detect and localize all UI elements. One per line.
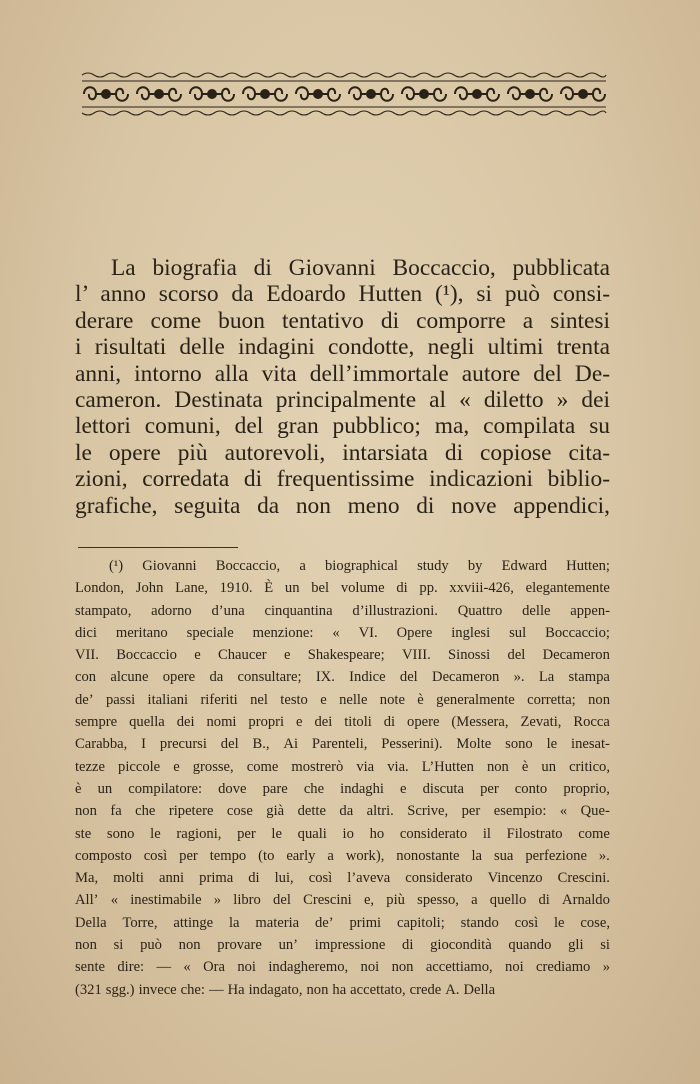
footnote-line: All’ « inestimabile » libro del Crescini e, più spesso, a quello di Arnaldo xyxy=(75,892,610,909)
main-line-10: grafiche, seguita da non meno di nove appendici, xyxy=(75,492,610,519)
main-line-8: le opere più autorevoli, intarsiata di copiose cita- xyxy=(75,439,610,466)
main-paragraph xyxy=(75,255,610,519)
header-ornament xyxy=(80,70,608,118)
ornament-dot xyxy=(102,90,110,98)
ornament-dot xyxy=(155,90,163,98)
ornament-dot xyxy=(261,90,269,98)
ornament-dot xyxy=(208,90,216,98)
main-line-7: lettori comuni, del gran pubblico; ma, compilata su xyxy=(75,413,610,440)
main-line-6: cameron. Destinata principalmente al « diletto » dei xyxy=(75,387,610,414)
ornament-dot xyxy=(526,90,534,98)
ornament-dot xyxy=(367,90,375,98)
footnote-line: stampato, adorno d’una cinquantina d’illustrazioni. Quattro delle appen- xyxy=(75,602,610,619)
main-line-4: i risultati delle indagini condotte, negli ultimi trenta xyxy=(75,334,610,361)
main-line-9: zioni, corredata di frequentissime indicazioni biblio- xyxy=(75,466,610,493)
main-line-1: La biografia di Giovanni Boccaccio, pubblicata xyxy=(111,255,610,281)
ornament-dot xyxy=(420,90,428,98)
ornament-dot xyxy=(473,90,481,98)
footnote-line: con alcune opere da consultare; IX. Indice del Decameron ». La stampa xyxy=(75,669,610,686)
footnote-line: Ma, molti anni prima di lui, così l’aveva considerato Vincenzo Crescini. xyxy=(75,870,610,887)
main-line-2: l’ anno scorso da Edoardo Hutten (¹), si può consi- xyxy=(75,281,610,308)
footnote-line: Carabba, I precursi del B., Ai Parenteli, Pesserini). Molte sono le inesat- xyxy=(75,736,610,753)
footnote-line: ste sono le ragioni, per le quali io ho considerato il Filostrato come xyxy=(75,825,610,842)
footnote-line: dici meritano speciale menzione: « VI. Opere inglesi sul Boccaccio; xyxy=(75,624,610,641)
footnote-line: sente dire: — « Ora noi indagheremo, noi non accettiamo, noi crediamo » xyxy=(75,959,610,976)
main-line-3: derare come buon tentativo di comporre a sintesi xyxy=(75,307,610,334)
footnote-line: Della Torre, attinge la materia de’ primi capitoli; stando così le cose, xyxy=(75,914,610,931)
footnote-line: (321 sgg.) invece che: — Ha indagato, non ha accettato, crede A. Della xyxy=(75,981,496,998)
footnote-line: de’ passi italiani riferiti nel testo e nelle note è generalmente corretta; non xyxy=(75,691,610,708)
footnote-line: (¹) Giovanni Boccaccio, a biographical study by Edward Hutten; xyxy=(109,558,610,574)
footnote-line: non si può non provare un’ impressione di giocondità quando gli si xyxy=(75,937,610,954)
ornament-dot xyxy=(579,90,587,98)
footnote-line: VII. Boccaccio e Chaucer e Shakespeare; VIII. Sinossi del Decameron xyxy=(75,647,610,664)
footnote-separator xyxy=(78,547,238,548)
footnote xyxy=(75,555,610,1001)
footnote-line: London, John Lane, 1910. È un bel volume di pp. xxviii-426, elegantemente xyxy=(75,580,610,597)
ornament-dot xyxy=(314,90,322,98)
footnote-line: composto così per tempo (to early a work), nonostante la sua perfezione ». xyxy=(75,847,610,864)
footnote-line: non fa che ripetere cose già dette da altri. Scrive, per esempio: « Que- xyxy=(75,803,610,820)
main-line-5: anni, intorno alla vita dell’immortale autore del De- xyxy=(75,360,610,387)
footnote-line: è un compilatore: dove pare che indaghi e discuta per conto proprio, xyxy=(75,780,610,797)
footnote-line: sempre quella dei nomi propri e dei titoli di opere (Messera, Zevati, Rocca xyxy=(75,714,610,731)
footnote-line: tezze piccole e grosse, come mostrerò via via. L’Hutten non è un critico, xyxy=(75,758,610,775)
